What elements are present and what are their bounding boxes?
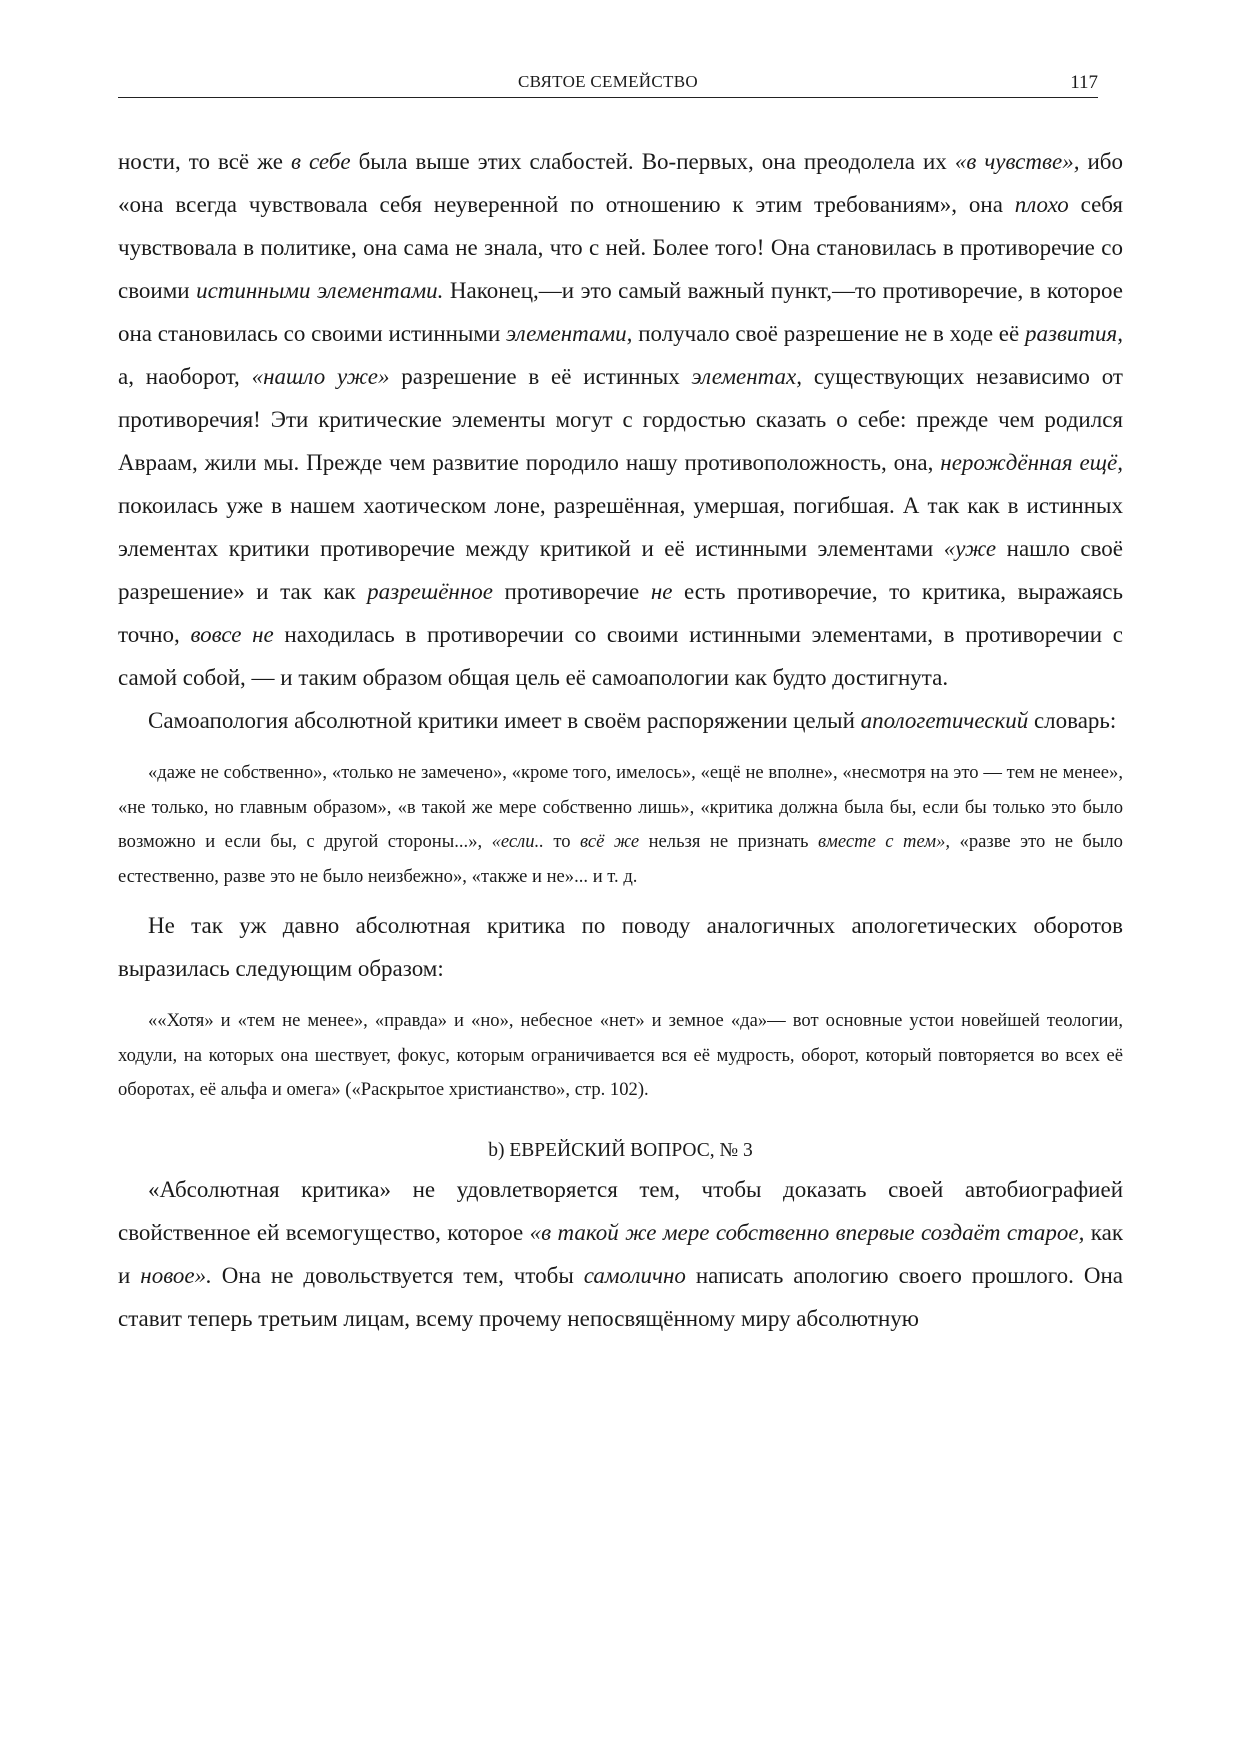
emphasis: нерождённая ещё, [940,450,1124,475]
text: то [543,831,581,852]
text: написать апологию своего прошлого. Она ставит теперь третьим лицам, всему прочему непосвящённому миру абсолютную [118,1262,1123,1331]
emphasis: вовсе не [190,622,274,647]
text: была выше этих слабостей. Во-первых, она преодолела их [350,149,955,174]
text: Она не довольствуется тем, чтобы [211,1262,584,1288]
running-header-title: СВЯТОЕ СЕМЕЙСТВО [518,72,698,91]
text: ности, то всё же [118,149,291,174]
text: противоречие [492,579,651,604]
text: себя чувствовала в политике, она сама не знала, что с ней. Более того! Она становилась в противоречие со своими [118,192,1123,303]
block-quote-1-text [118,756,1123,894]
section-heading: b) ЕВРЕЙСКИЙ ВОПРОС, № 3 [488,1139,753,1161]
emphasis: истинными элементами. [196,278,444,303]
emphasis: новое». [140,1262,212,1288]
text: словарь: [1028,708,1117,733]
emphasis: апологетический [860,708,1029,733]
emphasis: разрешённое [367,579,493,604]
text: Самоапология абсолютной критики имеет в своём распоряжении целый [148,708,861,733]
text: есть противоречие, то критика, выражаясь точно, [118,579,1123,647]
emphasis: элементами, [506,321,633,346]
paragraph-1 [118,140,1123,699]
text: «Абсолютная критика» не удовлетворяется тем, чтобы доказать своей автобиографией свойственное ей всемогущество, которое [118,1176,1123,1245]
text: а, наоборот, [118,364,252,389]
block-quote-2-text: ««Хотя» и «тем не менее», «правда» и «но», небесное «нет» и земное «да»— вот основные устои новейшей теологии, ходули, на которых она шествует, фокус, которым ограничивается вся её мудрость, оборот, который повторяется во всех её оборотах, её альфа и омега» («Раскрытое христианство», стр. 102). [118,1010,1123,1100]
text: разрешение в её истинных [389,364,692,389]
text: нашло своё разрешение» и так как [118,536,1123,604]
block-quote-2 [118,1004,1123,1108]
page-body [118,140,1123,1340]
header-rule [118,97,1098,98]
emphasis: «уже [943,536,997,561]
text: Наконец,—и это самый важный пункт,—то противоречие, в которое она становилась со своими истинными [118,278,1123,346]
text: как и [118,1219,1124,1288]
text: находилась в противоречии со своими истинными элементами, в противоречии с самой собой, — и таким образом общая цель её самоапологии как будто достигнута. [118,622,1123,690]
emphasis: «если.. [491,831,544,852]
block-quote-1 [118,756,1123,894]
emphasis: развития, [1024,321,1123,346]
emphasis: не [650,579,673,604]
emphasis: всё же [580,831,640,852]
paragraph-2 [118,699,1123,742]
text: «даже не собственно», «только не замечено», «кроме того, имелось», «ещё не вполне», «несмотря на это — тем не менее», «не только, но главным образом», «в такой же мере собственно лишь», «критика должна была бы, если бы только это было возможно и если бы, с другой стороны...», [118,762,1123,852]
paragraph-4 [118,1168,1123,1340]
running-header [118,72,1098,98]
text: существующих независимо от противоречия! Эти критические элементы могут с гордостью сказать о себе: прежде чем родился Авраам, жили мы. Прежде чем развитие породило нашу противоположность, она, [118,364,1123,475]
emphasis: самолично [583,1262,686,1288]
emphasis: в себе [290,149,351,174]
text: покоилась уже в нашем хаотическом лоне, разрешённая, умершая, погибшая. А так как в истинных элементах критики противоречие между критикой и её истинными элементами [118,493,1123,561]
text: получало своё разрешение не в ходе её [632,321,1025,346]
paragraph-3: Не так уж давно абсолютная критика по поводу аналогичных апологетических оборотов выразилась следующим образом: [118,913,1123,981]
text: нельзя не признать [639,831,818,852]
text: «разве это не было естественно, разве это не было неизбежно», «также и не»... и т. д. [118,831,1123,887]
emphasis: «нашло уже» [251,364,390,389]
text: ибо «она всегда чувствовала себя неуверенной по отношению к этим требованиям», она [118,149,1123,217]
emphasis: «в чувстве», [954,149,1080,174]
emphasis: элементах, [691,364,802,389]
emphasis: «в такой же мере собственно впервые создаёт старое, [529,1219,1085,1245]
emphasis: вместе с тем», [817,831,951,852]
emphasis: плохо [1014,192,1069,217]
page-number: 117 [1070,72,1098,93]
